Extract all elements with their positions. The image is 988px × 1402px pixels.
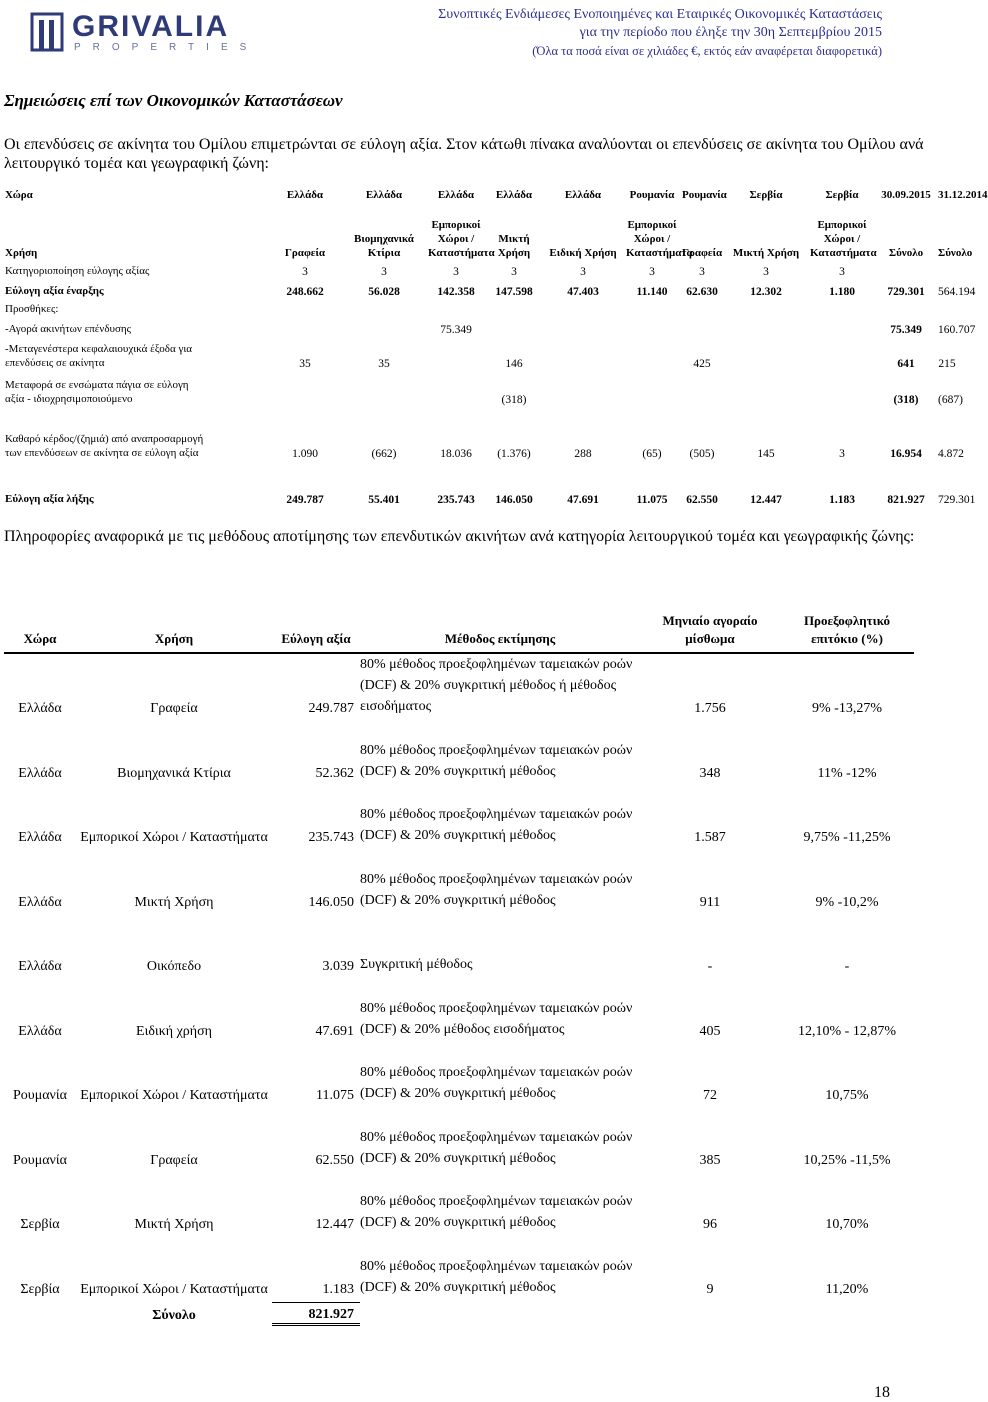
use-header: Σύνολο xyxy=(938,247,973,259)
use-cell: Γραφεία xyxy=(150,701,198,716)
use-header: Μικτή Χρήση xyxy=(497,233,531,259)
country-cell: Ελλάδα xyxy=(18,894,62,910)
spacer-cell xyxy=(208,260,268,278)
table1-cell xyxy=(808,298,876,316)
header-row-use xyxy=(3,202,958,260)
fair-value-cell: 62.550 xyxy=(315,1152,354,1168)
table1-cell xyxy=(724,370,808,406)
table1-cell xyxy=(724,316,808,336)
use-header: Εμπορικοί Χώροι / Καταστήματα xyxy=(428,219,495,259)
table2-total-row xyxy=(4,1302,914,1324)
use-header: Βιομηχανικά Κτίρια xyxy=(354,233,414,259)
rent-cell: 1.756 xyxy=(694,701,726,716)
table1-cell xyxy=(426,298,486,316)
spacer-cell xyxy=(360,1302,640,1324)
table1-cell: 3 xyxy=(839,448,845,460)
section-title: Σημειώσεις επί των Οικονομικών Καταστάσεων xyxy=(4,91,343,110)
table1-cell xyxy=(680,316,724,336)
country-cell: Ρουμανία xyxy=(13,1088,67,1103)
header-row-country xyxy=(3,188,958,202)
table1-cell: 147.598 xyxy=(495,286,533,298)
logo-subtitle: PROPERTIES xyxy=(74,42,259,53)
table1-cell xyxy=(624,298,680,316)
header-line-1: Συνοπτικές Ενδιάμεσες Ενοποιημένες και Εταιρικές Οικονομικές Καταστάσεις xyxy=(438,7,882,22)
table1-row xyxy=(3,316,958,336)
table1-row xyxy=(3,298,958,316)
rate-cell: 9% -13,27% xyxy=(812,701,882,716)
table1-cell: 12.447 xyxy=(750,494,782,506)
rate-cell: 11,20% xyxy=(825,1282,869,1297)
table1-cell xyxy=(724,298,808,316)
document-header xyxy=(438,6,882,60)
spacer-cell xyxy=(208,336,268,370)
use-header: Σύνολο xyxy=(888,247,924,259)
country-cell: Σερβία xyxy=(20,1282,60,1297)
method-cell: 80% μέθοδος προεξοφλημένων ταμειακών ροών (DCF) & 20% συγκριτική μέθοδος xyxy=(360,871,633,908)
table1-row xyxy=(3,460,958,506)
country-header: Ελλάδα xyxy=(437,189,475,201)
table1-cell: 288 xyxy=(574,448,592,460)
table2-row xyxy=(4,1044,914,1109)
country-header: Ελλάδα xyxy=(286,189,324,201)
country-label: Χώρα xyxy=(5,189,33,201)
country-cell: Σερβία xyxy=(20,1217,60,1232)
table1-cell: 4.872 xyxy=(938,448,964,460)
col-fair-value: Εύλογη αξία xyxy=(272,612,360,653)
rate-cell: - xyxy=(844,959,850,974)
rate-cell: 10,75% xyxy=(825,1088,869,1103)
method-cell: 80% μέθοδος προεξοφλημένων ταμειακών ροών (DCF) & 20% συγκριτική μέθοδος xyxy=(360,1259,633,1295)
table1-cell xyxy=(624,370,680,406)
table1-cell: (318) xyxy=(501,394,527,406)
table1-cell xyxy=(542,370,624,406)
rent-cell: 405 xyxy=(699,1023,721,1039)
logo-mark-icon xyxy=(30,12,64,52)
table1-cell xyxy=(876,260,936,278)
table1-cell: 3 xyxy=(580,266,586,278)
valuation-methods-table xyxy=(4,612,914,1326)
country-header: Ελλάδα xyxy=(495,189,533,201)
table1-cell: (65) xyxy=(642,448,662,460)
spacer-cell xyxy=(208,278,268,298)
method-cell: 80% μέθοδος προεξοφλημένων ταμειακών ροών (DCF) & 20% μέθοδος εισοδήματος xyxy=(360,1000,633,1037)
table1-cell xyxy=(680,370,724,406)
rate-cell: 10,70% xyxy=(825,1217,869,1232)
use-cell: Εμπορικοί Χώροι / Καταστήματα xyxy=(80,1088,268,1103)
table1-cell xyxy=(426,370,486,406)
use-cell: Οικόπεδο xyxy=(146,959,202,974)
method-cell: 80% μέθοδος προεξοφλημένων ταμειακών ροών (DCF) & 20% συγκριτική μέθοδος xyxy=(360,1129,633,1166)
total-label: Σύνολο xyxy=(152,1308,196,1323)
table1-cell: 35 xyxy=(299,358,311,370)
table2-row xyxy=(4,721,914,786)
country-header: 31.12.2014 xyxy=(938,189,988,201)
table1-cell: 641 xyxy=(897,358,915,370)
row-label: -Αγορά ακινήτων επένδυσης xyxy=(5,323,132,335)
table1-cell xyxy=(426,336,486,370)
table1-cell: 729.301 xyxy=(938,494,976,506)
row-label: Καθαρό κέρδος/(ζημιά) από αναπροσαρμογή των επενδύσεων σε ακίνητα σε εύλογη αξία xyxy=(5,433,204,459)
intro-paragraph: Οι επενδύσεις σε ακίνητα του Ομίλου επιμετρώνται σε εύλογη αξία. Στον κάτωθι πίνακα αναλύονται οι επενδύσεις σε ακίνητα του Ομίλου ανά λειτουργικό τομέα και γεωγραφική ζώνη: xyxy=(4,136,924,172)
rate-cell: 11% -12% xyxy=(817,765,877,781)
table1-cell xyxy=(624,336,680,370)
rent-cell: 1.587 xyxy=(694,830,726,845)
investment-property-table xyxy=(3,188,988,506)
table1-cell: 3 xyxy=(511,266,517,278)
table1-cell: (505) xyxy=(689,448,715,460)
table1-cell: 3 xyxy=(649,266,655,278)
table2-row xyxy=(4,979,914,1044)
spacer-cell xyxy=(208,370,268,406)
table1-cell: 35 xyxy=(378,358,390,370)
rate-cell: 12,10% - 12,87% xyxy=(798,1023,896,1039)
use-cell: Βιομηχανικά Κτίρια xyxy=(117,765,231,781)
table1-cell: 564.194 xyxy=(938,286,976,298)
table1-cell: 145 xyxy=(757,448,775,460)
table1-cell: 47.691 xyxy=(567,494,599,506)
fair-value-cell: 47.691 xyxy=(315,1023,354,1039)
table1-cell: 821.927 xyxy=(887,494,925,506)
fair-value-cell: 3.039 xyxy=(322,959,354,974)
method-cell: Συγκριτική μέθοδος xyxy=(360,957,473,972)
row-label: Κατηγοριοποίηση εύλογης αξίας xyxy=(5,265,150,277)
table1-cell: 146.050 xyxy=(495,494,533,506)
country-cell: Ελλάδα xyxy=(18,701,62,716)
table1-cell: 235.743 xyxy=(437,494,475,506)
table1-cell xyxy=(936,260,958,278)
row-label: Εύλογη αξία έναρξης xyxy=(5,285,104,297)
country-header: Ελλάδα xyxy=(365,189,403,201)
table1-cell: 3 xyxy=(839,266,845,278)
spacer-cell xyxy=(208,406,268,460)
table1-cell: 62.550 xyxy=(686,494,718,506)
col-use: Χρήση xyxy=(76,612,272,653)
rent-cell: 911 xyxy=(699,894,721,910)
table1-row xyxy=(3,370,958,406)
fair-value-cell: 146.050 xyxy=(308,894,354,910)
table1-cell xyxy=(808,336,876,370)
header-line-2: για την περίοδο που έληξε την 30η Σεπτεμβρίου 2015 xyxy=(579,25,882,40)
country-cell: Ελλάδα xyxy=(18,1023,62,1039)
table2-row xyxy=(4,850,914,915)
country-cell: Ελλάδα xyxy=(18,765,62,781)
country-cell: Ρουμανία xyxy=(13,1152,67,1168)
method-cell: 80% μέθοδος προεξοφλημένων ταμειακών ροών (DCF) & 20% συγκριτική μέθοδος xyxy=(360,1065,633,1101)
table1-cell: 62.630 xyxy=(686,286,718,298)
country-cell: Ελλάδα xyxy=(18,830,62,845)
table1-cell: (318) xyxy=(893,394,919,406)
rent-cell: 385 xyxy=(699,1152,721,1168)
table1-cell: 16.954 xyxy=(890,448,922,460)
use-cell: Εμπορικοί Χώροι / Καταστήματα xyxy=(80,1282,268,1297)
table1-cell xyxy=(486,316,542,336)
country-header: Ρουμανία xyxy=(629,189,675,201)
use-header: Μικτή Χρήση xyxy=(732,247,800,259)
table1-cell xyxy=(542,316,624,336)
rent-cell: 96 xyxy=(703,1217,717,1232)
method-cell: 80% μέθοδος προεξοφλημένων ταμειακών ροών (DCF) & 20% συγκριτική μέθοδος ή μέθοδος εισοδήματος xyxy=(360,657,633,714)
spacer-cell xyxy=(4,1302,76,1324)
row-label: -Μεταγενέστερα κεφαλαιουχικά έξοδα για επενδύσεις σε ακίνητα xyxy=(5,343,193,369)
spacer-cell xyxy=(208,188,268,202)
use-cell: Εμπορικοί Χώροι / Καταστήματα xyxy=(80,830,268,845)
table1-cell: (1.376) xyxy=(497,448,531,460)
table1-cell: 47.403 xyxy=(567,286,599,298)
use-cell: Ειδική χρήση xyxy=(136,1023,212,1039)
rent-cell: 9 xyxy=(706,1282,714,1297)
spacer-cell xyxy=(640,1302,780,1324)
fair-value-cell: 235.743 xyxy=(308,830,354,845)
table1-cell: 146 xyxy=(505,358,523,370)
method-cell: 80% μέθοδος προεξοφλημένων ταμειακών ροών (DCF) & 20% συγκριτική μέθοδος xyxy=(360,742,633,779)
col-country: Χώρα xyxy=(4,612,76,653)
table1-cell: 3 xyxy=(763,266,769,278)
table1-cell: 1.090 xyxy=(292,448,318,460)
table1-cell: 3 xyxy=(453,266,459,278)
table1-cell: 215 xyxy=(938,358,956,370)
country-header: 30.09.2015 xyxy=(881,189,931,201)
table1-cell: 142.358 xyxy=(437,286,475,298)
use-header: Γραφεία xyxy=(284,247,326,259)
row-label: Προσθήκες: xyxy=(5,303,59,315)
col-monthly-rent: Μηνιαίο αγοραίο μίσθωμα xyxy=(640,612,780,653)
table1-cell: 248.662 xyxy=(286,286,324,298)
table2-row xyxy=(4,915,914,980)
table1-row xyxy=(3,336,958,370)
table1-cell xyxy=(680,298,724,316)
table1-cell: 75.349 xyxy=(890,324,922,336)
methods-paragraph: Πληροφορίες αναφορικά με τις μεθόδους αποτίμησης των επενδυτικών ακινήτων ανά κατηγορία λειτουργικού τομέα και γεωγραφικής ζώνης: xyxy=(4,528,915,545)
table1-cell: 1.183 xyxy=(829,494,855,506)
spacer-cell xyxy=(208,202,268,260)
fair-value-cell: 11.075 xyxy=(316,1088,354,1103)
table2-row xyxy=(4,1108,914,1173)
table1-cell: 18.036 xyxy=(440,448,472,460)
table1-cell xyxy=(936,298,958,316)
table1-cell: 55.401 xyxy=(368,494,400,506)
use-header: Ειδική Χρήση xyxy=(549,247,617,259)
table1-cell xyxy=(268,316,342,336)
use-header: Γραφεία xyxy=(682,247,723,259)
table1-cell xyxy=(342,370,426,406)
table1-cell: (662) xyxy=(371,448,397,460)
table1-cell: 11.075 xyxy=(636,494,668,506)
table1-cell: 1.180 xyxy=(829,286,855,298)
spacer-cell xyxy=(208,298,268,316)
spacer-cell xyxy=(780,1302,914,1324)
row-label: Μεταφορά σε ενσώματα πάγια σε εύλογη αξία - ιδιοχρησιμοποιούμενο xyxy=(5,379,189,405)
table1-cell: 3 xyxy=(699,266,705,278)
rate-cell: 9% -10,2% xyxy=(815,894,879,910)
country-cell: Ελλάδα xyxy=(18,959,62,974)
table1-cell: 75.349 xyxy=(440,324,472,336)
table1-cell xyxy=(268,370,342,406)
table1-cell xyxy=(624,316,680,336)
table1-cell xyxy=(724,336,808,370)
table2-row xyxy=(4,1173,914,1238)
fair-value-cell: 1.183 xyxy=(322,1281,354,1297)
rent-cell: 348 xyxy=(699,765,721,781)
table1-cell: 11.140 xyxy=(636,286,668,298)
table1-cell xyxy=(876,298,936,316)
table1-cell: 729.301 xyxy=(887,286,925,298)
table1-row xyxy=(3,278,958,298)
table1-cell: (687) xyxy=(938,394,963,406)
rent-cell: - xyxy=(707,959,713,974)
col-discount-rate: Προεξοφλητικό επιτόκιο (%) xyxy=(780,612,914,653)
country-header: Σερβία xyxy=(825,189,859,201)
table1-cell xyxy=(342,298,426,316)
rate-cell: 9,75% -11,25% xyxy=(803,830,891,845)
country-header: Ρουμανία xyxy=(682,189,727,201)
use-label: Χρήση xyxy=(5,247,38,259)
table1-cell xyxy=(486,298,542,316)
table1-cell xyxy=(808,316,876,336)
use-header: Εμπορικοί Χώροι / Καταστήματα xyxy=(626,219,693,259)
grivalia-logo xyxy=(30,10,259,56)
row-label: Εύλογη αξία λήξης xyxy=(5,493,94,505)
header-line-3: (Όλα τα ποσά είναι σε χιλιάδες €, εκτός εάν αναφέρεται διαφορετικά) xyxy=(532,44,882,58)
fair-value-cell: 52.362 xyxy=(315,765,354,781)
table1-cell xyxy=(542,298,624,316)
rate-cell: 10,25% -11,5% xyxy=(803,1152,891,1168)
table1-row xyxy=(3,406,958,460)
country-header: Σερβία xyxy=(749,189,783,201)
table1-cell: 160.707 xyxy=(938,324,976,336)
rent-cell: 72 xyxy=(703,1088,717,1103)
use-cell: Μικτή Χρήση xyxy=(134,1217,214,1232)
method-cell: 80% μέθοδος προεξοφλημένων ταμειακών ροών (DCF) & 20% συγκριτική μέθοδος xyxy=(360,1194,633,1230)
table1-cell: 3 xyxy=(302,266,308,278)
fair-value-cell: 12.447 xyxy=(315,1217,354,1232)
logo-name: GRIVALIA xyxy=(72,10,230,43)
table1-cell xyxy=(542,336,624,370)
spacer-cell xyxy=(208,460,268,506)
table1-cell xyxy=(808,370,876,406)
total-value: 821.927 xyxy=(272,1302,360,1324)
page-number: 18 xyxy=(874,1384,890,1401)
table1-cell xyxy=(342,316,426,336)
use-cell: Μικτή Χρήση xyxy=(134,894,214,910)
table1-cell: 425 xyxy=(693,358,711,370)
fair-value-cell: 249.787 xyxy=(308,701,354,716)
table1-cell: 56.028 xyxy=(368,286,400,298)
table1-cell xyxy=(268,298,342,316)
table2-row xyxy=(4,1237,914,1302)
table1-cell: 3 xyxy=(381,266,387,278)
country-header: Ελλάδα xyxy=(564,189,602,201)
table1-cell: 249.787 xyxy=(286,494,324,506)
table1-row xyxy=(3,260,958,278)
method-cell: 80% μέθοδος προεξοφλημένων ταμειακών ροών (DCF) & 20% συγκριτική μέθοδος xyxy=(360,807,633,843)
table2-row xyxy=(4,653,914,721)
table2-row xyxy=(4,786,914,851)
use-cell: Γραφεία xyxy=(150,1152,198,1168)
use-header: Εμπορικοί Χώροι / Καταστήματα xyxy=(810,219,877,259)
table1-cell: 12.302 xyxy=(750,286,782,298)
col-method: Μέθοδος εκτίμησης xyxy=(360,612,640,653)
spacer-cell xyxy=(208,316,268,336)
